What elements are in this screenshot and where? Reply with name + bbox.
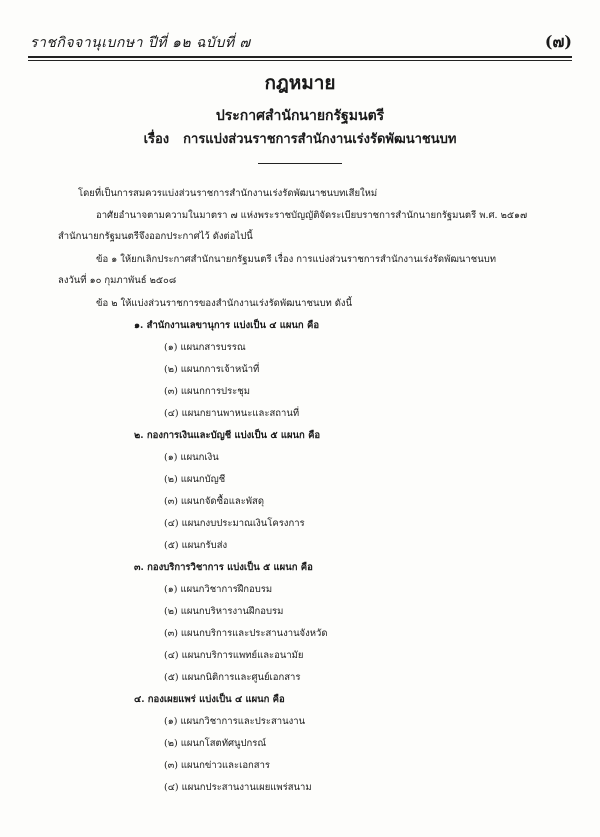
clause-2: ข้อ ๒ ให้แบ่งส่วนราชการของสำนักงานเร่งรัดพัฒนาชนบท ดังนี้: [96, 298, 353, 309]
section-heading: ๒. กองการเงินและบัญชี แบ่งเป็น ๕ แผนก คือ: [134, 430, 321, 441]
announcement-title: ประกาศสำนักนายกรัฐมนตรี: [215, 108, 385, 124]
section-item: (๒) แผนกบัญชี: [164, 474, 226, 485]
intro-line-3: สำนักนายกรัฐมนตรีจึงออกประกาศไว้ ดังต่อไปนี้: [58, 231, 253, 242]
section-item: (๑) แผนกเงิน: [164, 452, 219, 463]
page-title: กฎหมาย: [264, 72, 336, 94]
section-item: (๓) แผนกจัดซื้อและพัสดุ: [164, 496, 265, 507]
section-item: (๒) แผนกโสตทัศนูปกรณ์: [164, 738, 267, 749]
section-heading: ๓. กองบริการวิชาการ แบ่งเป็น ๕ แผนก คือ: [134, 562, 313, 573]
page-number: (๗): [544, 32, 572, 51]
section-item: (๔) แผนกประสานงานเผยแพร่สนาม: [164, 782, 312, 793]
section-item: (๑) แผนกวิชาการฝึกอบรม: [164, 584, 273, 595]
section-item: (๔) แผนกงบประมาณเงินโครงการ: [164, 518, 305, 529]
clause-1-line-1: ข้อ ๑ ให้ยกเลิกประกาศสำนักนายกรัฐมนตรี เรื่อง การแบ่งส่วนราชการสำนักงานเร่งรัดพัฒนาชนบท: [96, 254, 496, 265]
journal-header: ราชกิจจานุเบกษา ปีที่ ๑๒ ฉบับที่ ๗: [30, 35, 251, 51]
header-rule: [28, 56, 572, 61]
section-item: (๕) แผนกรับส่ง: [164, 540, 228, 551]
section-heading: ๑. สำนักงานเลขานุการ แบ่งเป็น ๔ แผนก คือ: [134, 320, 320, 331]
section-item: (๒) แผนกการเจ้าหน้าที่: [164, 364, 260, 375]
subject-line: [0, 128, 600, 149]
section-heading: ๔. กองเผยแพร่ แบ่งเป็น ๔ แผนก คือ: [134, 694, 285, 705]
intro-line-2: อาศัยอำนาจตามความในมาตรา ๗ แห่งพระราชบัญญัติจัดระเบียบราชการสำนักนายกรัฐมนตรี พ.ศ. ๒๕๑๗: [96, 210, 528, 221]
intro-line-1: โดยที่เป็นการสมควรแบ่งส่วนราชการสำนักงานเร่งรัดพัฒนาชนบทเสียใหม่: [78, 188, 378, 199]
subject-text: การแบ่งส่วนราชการสำนักงานเร่งรัดพัฒนาชนบท: [183, 132, 457, 147]
section-item: (๕) แผนกนิติการและศูนย์เอกสาร: [164, 672, 301, 683]
subject-label: เรื่อง: [143, 132, 170, 147]
section-item: (๑) แผนกสารบรรณ: [164, 342, 246, 353]
section-item: (๓) แผนกบริการและประสานงานจังหวัด: [164, 628, 328, 639]
clause-1-line-2: ลงวันที่ ๑๐ กุมภาพันธ์ ๒๕๐๘: [58, 275, 177, 286]
section-item: (๔) แผนกบริการแพทย์และอนามัย: [164, 650, 304, 661]
section-item: (๔) แผนกยานพาหนะและสถานที่: [164, 408, 300, 419]
section-item: (๑) แผนกวิชาการและประสานงาน: [164, 716, 306, 727]
title-divider: [258, 163, 342, 164]
section-item: (๒) แผนกบริหารงานฝึกอบรม: [164, 606, 284, 617]
section-item: (๓) แผนกข่าวและเอกสาร: [164, 760, 271, 771]
section-item: (๓) แผนกการประชุม: [164, 386, 250, 397]
